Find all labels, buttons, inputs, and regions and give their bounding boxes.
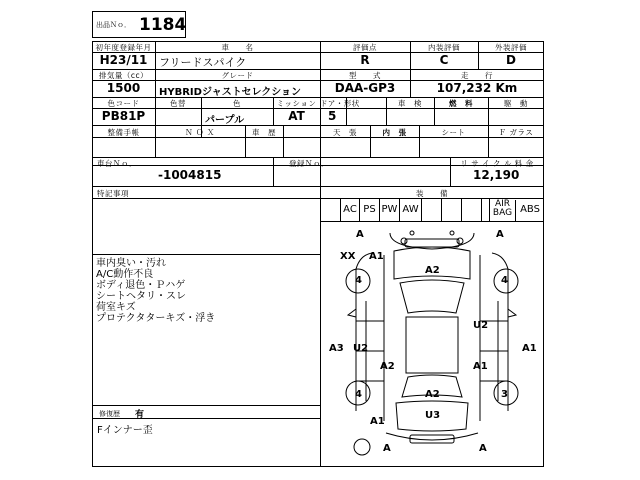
damage-code: 4	[355, 389, 362, 400]
equipment-header: 装 備	[416, 189, 448, 198]
exterior-score-header: 外装評価	[495, 43, 527, 52]
remarks-line: プロテクタターキズ・浮き	[96, 313, 216, 324]
remarks-line: 荷室キズ	[96, 302, 136, 313]
lot-number: 1184	[139, 15, 187, 35]
mileage-value: 107,232 Km	[436, 81, 518, 95]
car-history-header: 車 歴	[252, 128, 276, 137]
model-code-header: 型 式	[349, 71, 381, 80]
damage-code: 4	[501, 275, 508, 286]
color-value: パープル	[205, 115, 245, 126]
window-header: 天 張	[333, 128, 357, 137]
damage-code: A	[479, 443, 487, 454]
f-glass-header: Ｆ ガラス	[498, 128, 534, 137]
damage-code: A	[383, 443, 391, 454]
model-name-value: フリードスパイク	[159, 56, 247, 69]
rear-bumper	[386, 433, 478, 440]
roof	[406, 317, 458, 373]
grade-value: HYBRIDジャストセレクション	[159, 87, 302, 98]
damage-code: U3	[425, 410, 441, 421]
fuel-header: 燃 料	[449, 99, 473, 108]
lot-number-label: 出品Ｎｏ．	[96, 21, 131, 29]
equip-aw: AW	[400, 198, 422, 221]
mission-value: AT	[288, 109, 305, 123]
damage-code: U2	[473, 320, 489, 331]
remarks-line: A/C動作不良	[96, 269, 154, 280]
remarks-line: シートヘタリ・スレ	[96, 291, 186, 302]
damage-code: A1	[369, 251, 384, 262]
equip-airbag: AIR BAG	[490, 200, 516, 221]
mileage-header: 走 行	[461, 71, 493, 80]
nox-header: Ｎ Ｏ Ｘ	[185, 128, 215, 137]
front-grille	[405, 239, 459, 247]
equipment-row	[320, 198, 544, 221]
remarks-line: 車内臭い・汚れ	[96, 258, 166, 269]
color-code-header: 色コード	[107, 99, 140, 108]
maintenance-header: 整備手帳	[107, 128, 140, 137]
grade-score-header: 評価点	[353, 43, 377, 52]
recycle-fee-value: 12,190	[473, 168, 520, 182]
spare-tire	[354, 439, 370, 455]
equip-blank-1	[422, 198, 442, 221]
displacement-header: 排気量（cc）	[98, 71, 149, 80]
reg-no-header: 登録Ｎｏ．	[289, 159, 329, 168]
model-code-value: DAA-GP3	[334, 81, 396, 95]
damage-code: A1	[473, 361, 488, 372]
remarks-header: 特記事項	[97, 189, 129, 198]
equip-abs: ABS	[520, 204, 540, 215]
drive-header: 駆 動	[504, 99, 528, 108]
damage-code: U2	[353, 343, 369, 354]
damage-code: A2	[380, 361, 395, 372]
model-name-header: 車 名	[221, 43, 254, 52]
repair-history-label: 修復歴	[99, 410, 120, 418]
damage-code: A	[356, 229, 364, 240]
damage-code: A2	[425, 265, 440, 276]
damage-code: A2	[425, 389, 440, 400]
damage-code: A1	[522, 343, 537, 354]
inspection-header: 車 検	[398, 99, 422, 108]
doors-header: ドア・形状	[320, 99, 360, 108]
color-header: 色	[233, 99, 241, 108]
repair-note: Fインナー歪	[97, 425, 153, 436]
interior-score-header: 内装評価	[428, 43, 460, 52]
damage-code: XX	[340, 251, 356, 262]
equip-blank-2	[442, 198, 462, 221]
lot-number-box	[92, 11, 186, 38]
interior-header: 内 張	[382, 128, 407, 137]
seat-header: シート	[441, 128, 466, 137]
damage-code: 4	[355, 275, 362, 286]
first-reg-header: 初年度登録年月	[95, 43, 152, 52]
damage-code: 3	[501, 389, 508, 400]
equip-blank-3	[462, 198, 482, 221]
repair-history-value: 有	[135, 410, 145, 420]
interior-score-value: C	[439, 53, 449, 67]
recycle-fee-header: リ サ イ ク ル 料 金	[460, 159, 534, 168]
displacement-value: 1500	[106, 81, 141, 95]
damage-code: A3	[329, 343, 344, 354]
color-no-header: 色替	[170, 99, 186, 108]
remarks-line: ボディ退色・Ｐハゲ	[96, 280, 186, 291]
chassis-no-value: -1004815	[158, 168, 222, 182]
equip-ps: PS	[360, 198, 380, 221]
chassis-no-header: 車台Ｎｏ．	[97, 159, 137, 168]
doors-value: 5	[328, 109, 337, 123]
color-code-value: PB81P	[101, 109, 146, 123]
grade-score-value: R	[360, 53, 370, 67]
damage-code: A	[496, 229, 504, 240]
damage-code: A1	[370, 416, 385, 427]
first-reg-value: H23/11	[99, 53, 148, 67]
exterior-score-value: D	[506, 53, 516, 67]
remarks-list	[96, 258, 215, 324]
grade-header: グレード	[221, 71, 254, 80]
equip-ac: AC	[340, 198, 360, 221]
mission-header: ミッション	[276, 99, 317, 108]
equip-pw: PW	[380, 198, 400, 221]
equip-blank-4	[482, 198, 490, 221]
windshield	[400, 280, 464, 313]
